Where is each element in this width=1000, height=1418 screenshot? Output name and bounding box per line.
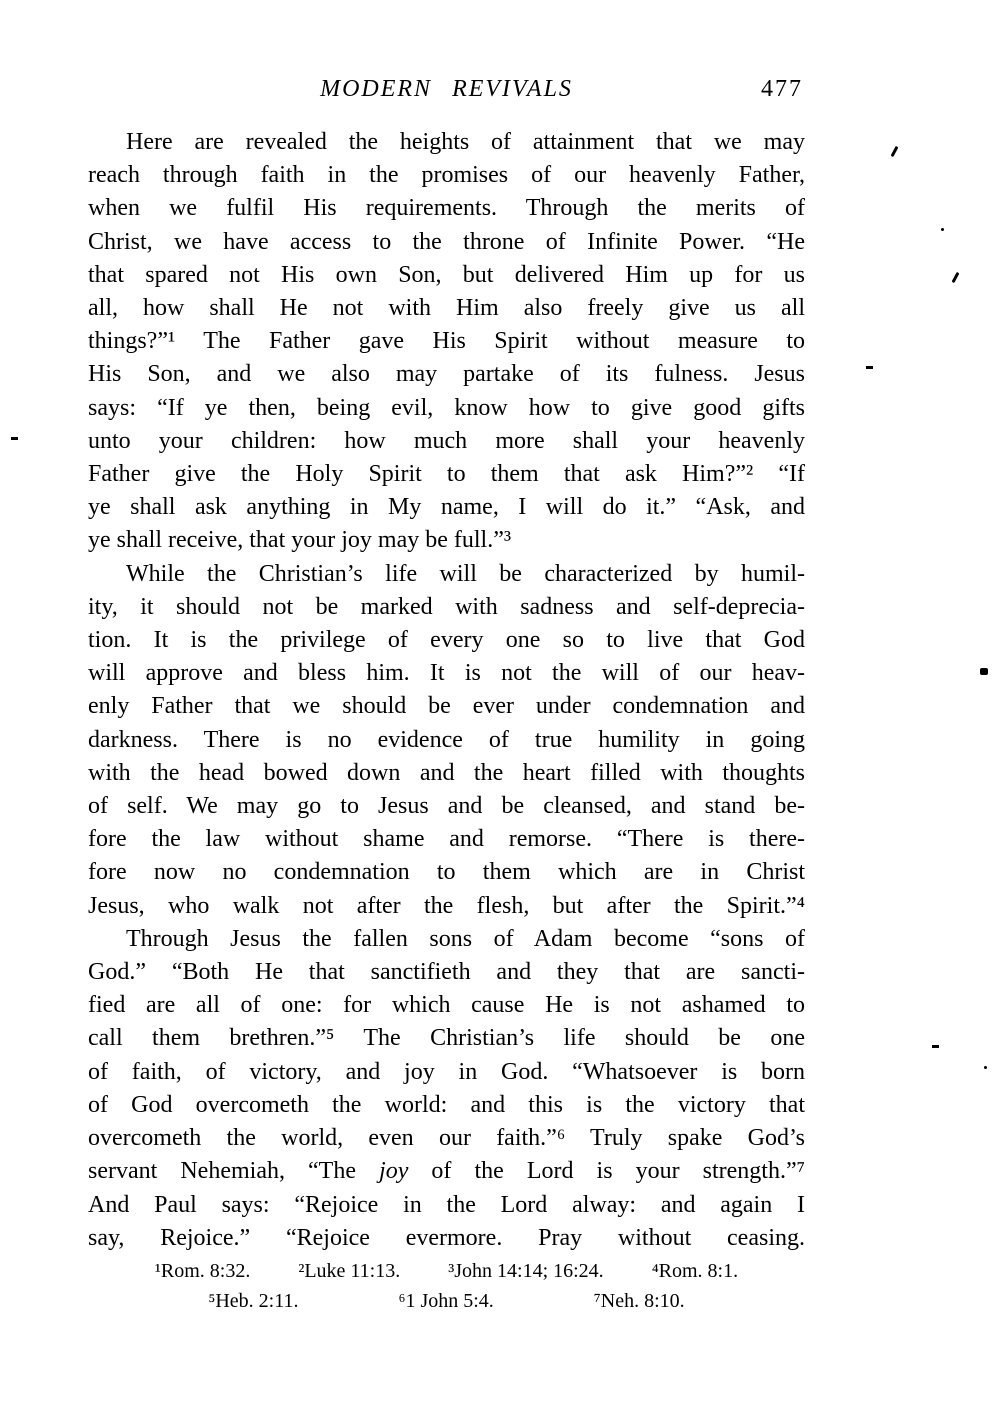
text-line: reach through faith in the promises of our heavenly Father,: [88, 162, 805, 189]
text-line: of faith, of victory, and joy in God. “Whatsoever is born: [88, 1058, 805, 1085]
text-line: His Son, and we also may partake of its fulness. Jesus: [88, 361, 805, 388]
scan-speck: [984, 1066, 987, 1069]
text-line: things?”¹ The Father gave His Spirit without measure to: [88, 328, 805, 355]
text-line: God.” “Both He that sanctifieth and they that are sancti-: [88, 959, 805, 986]
text-line: fied are all of one: for which cause He is not ashamed to: [88, 992, 805, 1019]
text-line: with the head bowed down and the heart filled with thoughts: [88, 759, 805, 786]
paragraph: [88, 558, 805, 923]
text-line: of self. We may go to Jesus and be cleansed, and stand be-: [88, 793, 805, 820]
text-line: And Paul says: “Rejoice in the Lord alway: and again I: [88, 1191, 805, 1218]
text-line: all, how shall He not with Him also freely give us all: [88, 295, 805, 322]
running-head: [88, 76, 805, 104]
text-line: of God overcometh the world: and this is the victory that: [88, 1091, 805, 1118]
footnote-reference: ¹Rom. 8:32.: [154, 1260, 251, 1282]
text-line: ye shall ask anything in My name, I will do it.” “Ask, and: [88, 494, 805, 521]
paragraph: [88, 126, 805, 558]
chapter-title: MODERN REVIVALS: [320, 76, 573, 102]
footnote-reference: ⁶1 John 5:4.: [398, 1290, 494, 1312]
text-line: Jesus, who walk not after the flesh, but after the Spirit.”⁴: [88, 892, 805, 919]
footnote-reference: ²Luke 11:13.: [298, 1260, 401, 1282]
scan-speck: [866, 366, 873, 369]
text-line: Here are revealed the heights of attainment that we may: [126, 129, 805, 155]
text-line: ity, it should not be marked with sadness and self-deprecia-: [88, 593, 805, 620]
text-line: enly Father that we should be ever under condemnation and: [88, 693, 805, 720]
scan-speck: [11, 437, 18, 440]
text-line: says: “If ye then, being evil, know how to give good gifts: [88, 394, 805, 421]
scan-speck: [980, 668, 988, 675]
text-line: fore the law without shame and remorse. “There is there-: [88, 826, 805, 853]
footnotes: [88, 1256, 805, 1316]
page-body: [88, 126, 805, 1255]
footnote-row: [88, 1286, 805, 1316]
scan-speck: [891, 146, 899, 157]
text-line: Through Jesus the fallen sons of Adam become “sons of: [126, 925, 805, 952]
text-line: when we fulfil His requirements. Through the merits of: [88, 195, 805, 222]
scan-speck: [932, 1045, 939, 1048]
text-line: While the Christian’s life will be characterized by humil-: [126, 560, 805, 587]
text-line: Father give the Holy Spirit to them that ask Him?”² “If: [88, 461, 805, 488]
footnote-reference: ⁷Neh. 8:10.: [593, 1290, 685, 1312]
text-line: fore now no condemnation to them which are in Christ: [88, 859, 805, 886]
text-line: Christ, we have access to the throne of Infinite Power. “He: [88, 228, 805, 255]
footnote-reference: ³John 14:14; 16:24.: [448, 1260, 604, 1282]
text-line: call them brethren.”⁵ The Christian’s life should be one: [88, 1025, 805, 1052]
scan-speck: [952, 272, 960, 283]
footnote-reference: ⁴Rom. 8:1.: [651, 1260, 739, 1282]
text-line: tion. It is the privilege of every one so to live that God: [88, 627, 805, 654]
footnote-reference: ⁵Heb. 2:11.: [208, 1290, 299, 1312]
text-line: say, Rejoice.” “Rejoice evermore. Pray without ceasing.: [88, 1224, 805, 1251]
text-line: unto your children: how much more shall your heavenly: [88, 427, 805, 454]
text-line: will approve and bless him. It is not the will of our heav-: [88, 660, 805, 687]
text-line: overcometh the world, even our faith.”⁶ Truly spake God’s: [88, 1125, 805, 1152]
text-line: ye shall receive, that your joy may be full.”³: [88, 527, 512, 554]
text-line: darkness. There is no evidence of true humility in going: [88, 726, 805, 753]
page-number: 477: [761, 76, 803, 102]
paragraph: [88, 923, 805, 1255]
text-line: servant Nehemiah, “The joy of the Lord is your strength.”⁷: [88, 1158, 805, 1185]
text-line: that spared not His own Son, but delivered Him up for us: [88, 261, 805, 288]
scan-speck: [941, 228, 944, 231]
footnote-row: [88, 1256, 805, 1286]
